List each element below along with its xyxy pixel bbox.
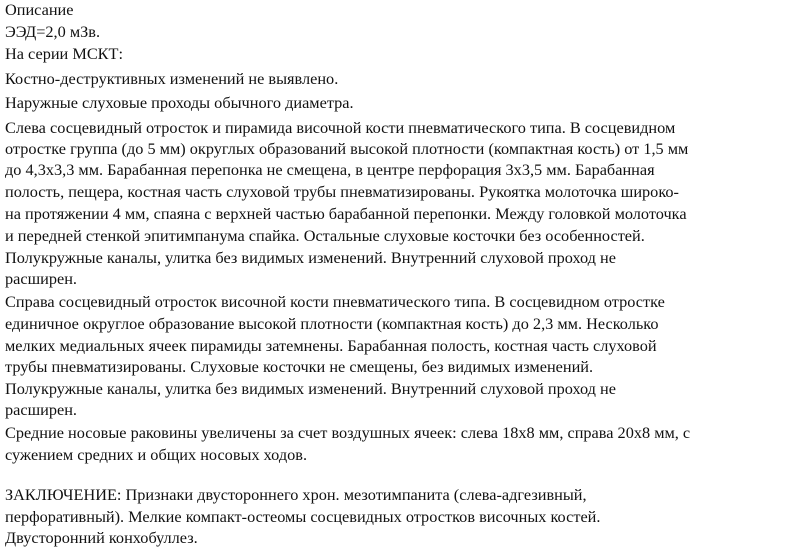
report-line: Средние носовые раковины увеличены за счет воздушных ячеек: слева 18x8 мм, справа 20x8 мм, с <box>5 423 691 442</box>
conclusion-line: ЗАКЛЮЧЕНИЕ: Признаки двустороннего хрон. мезотимпанита (слева-адгезивный, <box>5 485 587 504</box>
report-line: и передней стенкой эпитимпанума спайка. Остальные слуховые косточки без особенностей. <box>5 226 645 245</box>
report-heading: Описание <box>5 0 74 19</box>
effective-dose: ЭЭД=2,0 мЗв. <box>5 22 101 41</box>
report-line: мелких медиальных ячеек пирамиды затемнены. Барабанная полость, костная часть слуховой <box>5 336 657 355</box>
report-line: полость, пещера, костная часть слуховой трубы пневматизированы. Рукоятка молоточка широко- <box>5 182 679 201</box>
report-line: сужением средних и общих носовых ходов. <box>5 445 308 464</box>
report-line: до 4,3x3,3 мм. Барабанная перепонка не смещена, в центре перфорация 3x3,5 мм. Барабанная <box>5 160 655 179</box>
report-line: отростке группа (до 5 мм) округлых образований высокой плотности (компактная кость) от 1,5 мм <box>5 139 689 158</box>
report-line: расширен. <box>5 269 77 288</box>
report-line: единичное округлое образование высокой плотности (компактная кость) до 2,3 мм. Несколько <box>5 314 659 333</box>
report-line: Наружные слуховые проходы обычного диаметра. <box>5 93 354 112</box>
report-line: Слева сосцевидный отросток и пирамида височной кости пневматического типа. В сосцевидном <box>5 118 676 137</box>
conclusion-line: Двусторонний конхобуллез. <box>5 528 198 547</box>
report-line: расширен. <box>5 400 77 419</box>
report-line: Полукружные каналы, улитка без видимых изменений. Внутренний слуховой проход не <box>5 248 616 267</box>
conclusion-line: перфоративный). Мелкие компакт-остеомы сосцевидных отростков височных костей. <box>5 507 601 526</box>
report-line: Полукружные каналы, улитка без видимых изменений. Внутренний слуховой проход не <box>5 379 616 398</box>
report-line: Костно-деструктивных изменений не выявлено. <box>5 69 339 88</box>
series-intro: На серии МСКТ: <box>5 44 124 63</box>
report-line: Справа сосцевидный отросток височной кости пневматического типа. В сосцевидном отростке <box>5 292 665 311</box>
report-line: на протяжении 4 мм, спаяна с верхней частью барабанной перепонки. Между головкой молоточка <box>5 204 687 223</box>
report-line: трубы пневматизированы. Слуховые косточки не смещены, без видимых изменений. <box>5 357 594 376</box>
